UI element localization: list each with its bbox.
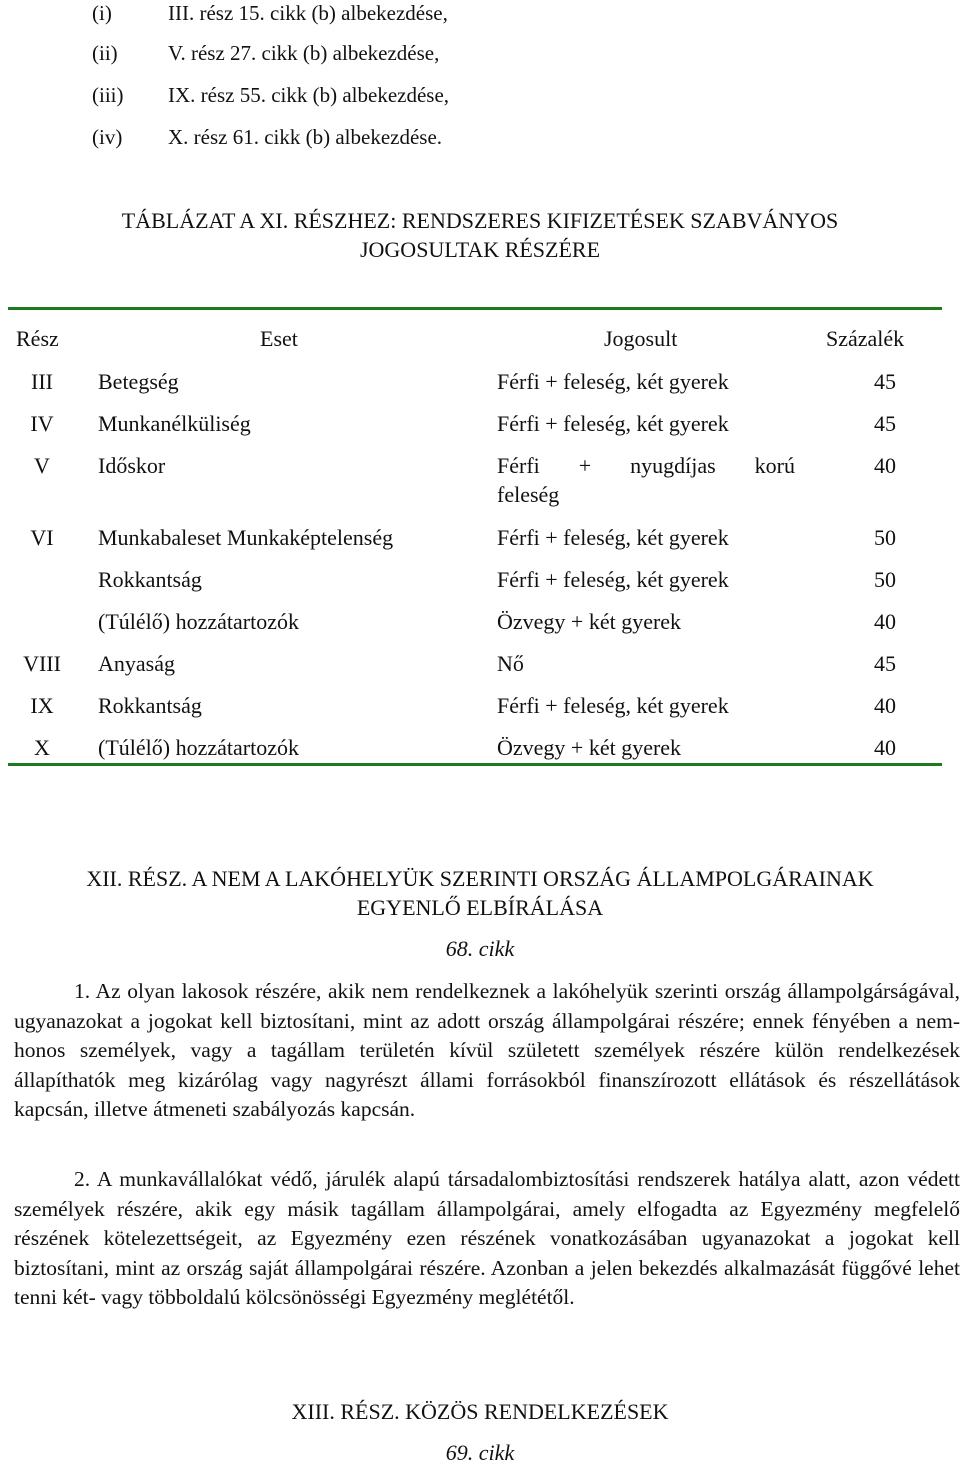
list-item-number: (ii) <box>92 41 118 65</box>
cell-eset: Anyaság <box>98 651 175 676</box>
cell-jogosult: Férfi + feleség, két gyerek <box>497 693 729 718</box>
section-xii-title <box>0 864 960 922</box>
cell-szazalek: 45 <box>874 369 896 394</box>
cell-resz: VIII <box>23 651 61 676</box>
section-xii-title-line1: XII. RÉSZ. A NEM A LAKÓHELYÜK SZERINTI ORSZÁG ÁLLAMPOLGÁRAINAK <box>86 866 874 891</box>
article-69-heading: 69. cikk <box>445 1440 515 1465</box>
paragraph-2: 2. A munkavállalókat védő, járulék alapú társadalombiztosítási rendszerek hatálya alatt, azon védett személyek részére, akik egy másik tagállam állampolgárai, amely elfogadta az Egyezmény megfelelő részének kötelezettségeit, az Egyezmény ezen részének vonatkozásában ugyanazokat a jogokat kell biztosítani, mint az ország saját állampolgárai részére. Azonban a jelen bekezdés alkalmazását függővé lehet tenni két- vagy többoldalú kölcsönösségi Egyezmény meglététől. <box>14 1167 960 1309</box>
cell-jogosult: Özvegy + két gyerek <box>497 735 682 760</box>
section-xii-title-line2: EGYENLŐ ELBÍRÁLÁSA <box>356 895 604 920</box>
list-item <box>0 40 960 80</box>
cell-jogosult: Férfi + feleség, két gyerek <box>497 525 729 550</box>
list-item <box>0 0 960 40</box>
header-resz: Rész <box>16 326 59 351</box>
table-title-line2: JOGOSULTAK RÉSZÉRE <box>359 237 601 262</box>
cell-resz: IX <box>30 693 54 718</box>
cell-jogosult-line1: Férfi + nyugdíjas korú <box>497 453 795 478</box>
list-item-number: (i) <box>92 1 112 25</box>
paragraph-1: 1. Az olyan lakosok részére, akik nem rendelkeznek a lakóhelyük szerinti ország állampolgárságával, ugyanazokat a jogokat kell biztosítani, mint az adott ország állampolgárai részére; ennek fényében a nem-honos személyek, vagy a tagállam területén kívül született személyek részére külön rendelkezések állapíthatók meg kizárólag vagy nagyrészt állami forrásokból finanszírozott ellátások és részellátások kapcsán, illetve átmeneti szabályozás kapcsán. <box>14 979 960 1121</box>
cell-jogosult: Férfi + feleség, két gyerek <box>497 567 729 592</box>
header-szazalek: Százalék <box>826 326 905 351</box>
cell-jogosult: Férfi + feleség, két gyerek <box>497 369 729 394</box>
article-68-heading: 68. cikk <box>445 936 515 961</box>
cell-eset: Munkanélküliség <box>98 411 251 436</box>
header-jogosult: Jogosult <box>604 326 678 351</box>
cell-szazalek: 40 <box>874 609 896 634</box>
cell-jogosult: Férfi + feleség, két gyerek <box>497 411 729 436</box>
cell-szazalek: 40 <box>874 453 896 478</box>
cell-eset: Rokkantság <box>98 567 202 592</box>
cell-szazalek: 50 <box>874 525 896 550</box>
cell-resz: VI <box>30 525 54 550</box>
list-item-text: III. rész 15. cikk (b) albekezdése, <box>168 1 448 25</box>
cell-szazalek: 45 <box>874 651 896 676</box>
table-top-rule <box>8 307 942 310</box>
cell-szazalek: 40 <box>874 735 896 760</box>
cell-eset: (Túlélő) hozzátartozók <box>98 735 299 760</box>
cell-eset: Betegség <box>98 369 179 394</box>
list-item <box>0 82 960 122</box>
list-item <box>0 124 960 164</box>
table-title-line1: TÁBLÁZAT A XI. RÉSZHEZ: RENDSZERES KIFIZETÉSEK SZABVÁNYOS <box>121 208 839 233</box>
cell-szazalek: 50 <box>874 567 896 592</box>
header-eset: Eset <box>260 326 298 351</box>
table-bottom-rule <box>8 763 942 766</box>
cell-resz: III <box>31 369 53 394</box>
cell-eset: Munkabaleset Munkaképtelenség <box>98 525 394 550</box>
cell-szazalek: 45 <box>874 411 896 436</box>
cell-jogosult-line2: feleség <box>497 482 560 507</box>
table-title <box>0 206 960 264</box>
cell-resz: IV <box>30 411 54 436</box>
list-item-number: (iii) <box>92 83 124 107</box>
cell-eset: Időskor <box>98 453 166 478</box>
list-item-number: (iv) <box>92 125 123 149</box>
cell-szazalek: 40 <box>874 693 896 718</box>
cell-resz: X <box>34 735 50 760</box>
list-item-text: V. rész 27. cikk (b) albekezdése, <box>168 41 440 65</box>
section-xiii-title: XIII. RÉSZ. KÖZÖS RENDELKEZÉSEK <box>291 1399 669 1424</box>
cell-resz: V <box>34 453 50 478</box>
cell-jogosult: Nő <box>497 651 524 676</box>
cell-jogosult: Özvegy + két gyerek <box>497 609 682 634</box>
cell-eset: (Túlélő) hozzátartozók <box>98 609 299 634</box>
list-item-text: IX. rész 55. cikk (b) albekezdése, <box>168 83 450 107</box>
cell-eset: Rokkantság <box>98 693 202 718</box>
list-item-text: X. rész 61. cikk (b) albekezdése. <box>168 125 443 149</box>
